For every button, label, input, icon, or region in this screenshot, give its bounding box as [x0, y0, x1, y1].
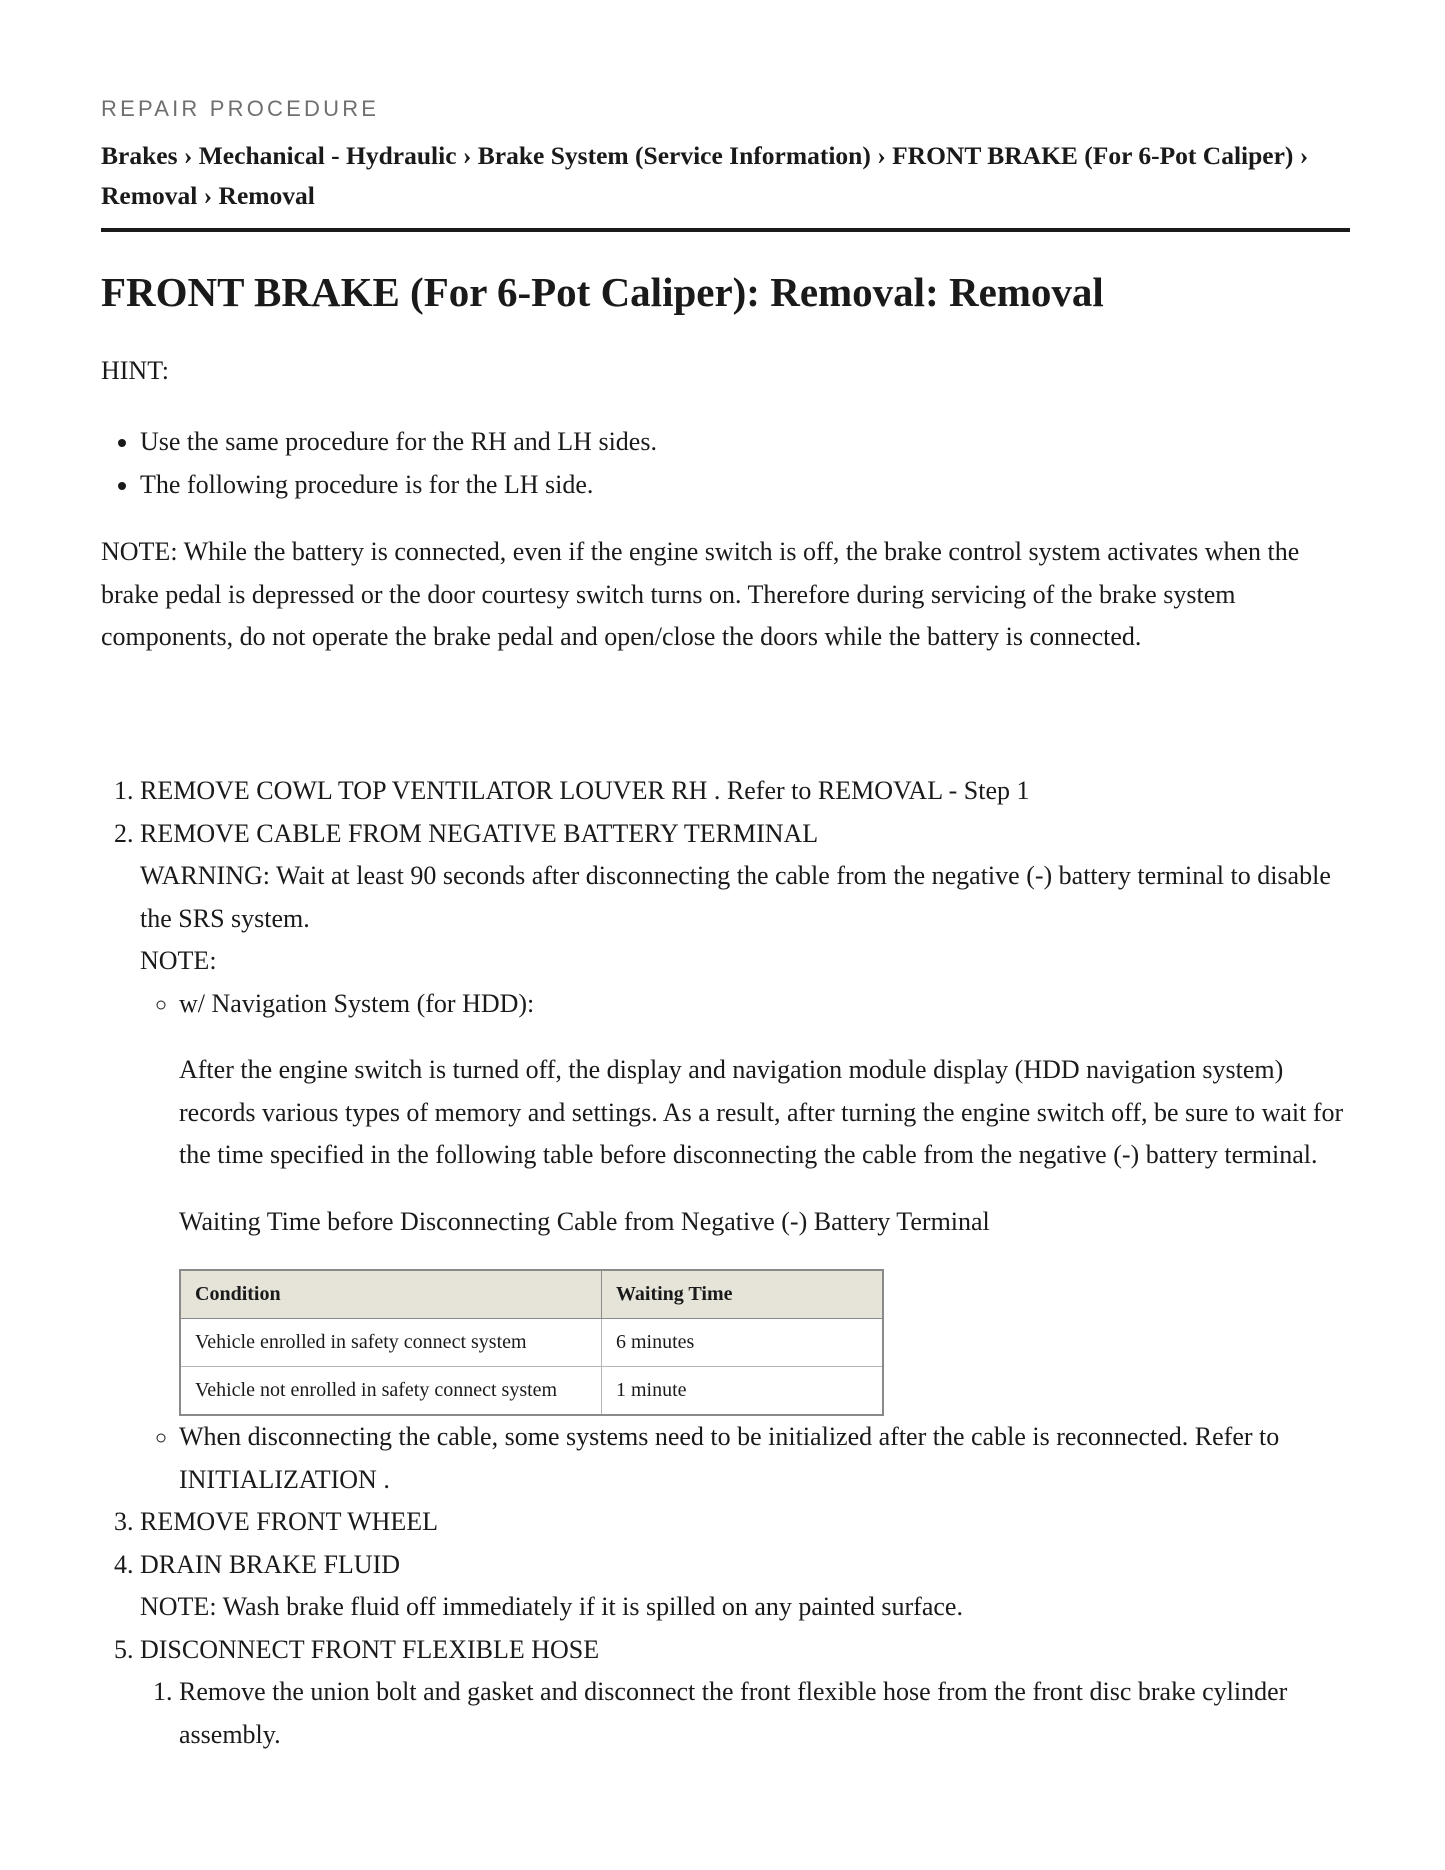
step-4	[140, 1544, 1350, 1629]
step-5	[140, 1629, 1350, 1757]
table-cell: 6 minutes	[602, 1319, 884, 1367]
page-title: FRONT BRAKE (For 6-Pot Caliper): Removal: Removal	[101, 269, 1104, 315]
step-2-notes	[140, 983, 1350, 1502]
hint-list	[101, 421, 657, 506]
initialization-text: When disconnecting the cable, some systems need to be initialized after the cable is reconnected. Refer to INITIALIZATION .	[179, 1422, 1280, 1494]
breadcrumb-line-2: Removal › Removal	[101, 181, 315, 210]
step-1-text: REMOVE COWL TOP VENTILATOR LOUVER RH . Refer to REMOVAL - Step 1	[140, 776, 1030, 805]
navigation-heading: ◦ w/ Navigation System (for HDD):	[179, 988, 535, 1018]
table-cell: Vehicle not enrolled in safety connect system	[180, 1367, 602, 1416]
step-2-note-label: NOTE:	[140, 946, 217, 975]
hint-item: • Use the same procedure for the RH and LH sides.	[140, 421, 657, 464]
step-2-title: 2. REMOVE CABLE FROM NEGATIVE BATTERY TERMINAL	[140, 818, 819, 848]
hint-item: • The following procedure is for the LH side.	[140, 464, 657, 507]
step-4-note: NOTE: Wash brake fluid off immediately if it is spilled on any painted surface.	[140, 1592, 963, 1621]
step-2-warning: WARNING: Wait at least 90 seconds after disconnecting the cable from the negative (-) battery terminal to disable the SRS system.	[140, 861, 1331, 933]
header-divider	[101, 228, 1350, 232]
breadcrumb	[101, 136, 1350, 216]
procedure-steps	[101, 770, 1350, 1756]
table-header-cell: Condition	[180, 1270, 602, 1319]
table-cell: 1 minute	[602, 1367, 884, 1416]
step-3	[140, 1501, 1350, 1544]
table-caption: Waiting Time before Disconnecting Cable from Negative (-) Battery Terminal	[179, 1206, 990, 1236]
table-header-cell: Waiting Time	[602, 1270, 884, 1319]
step-2	[140, 813, 1350, 1502]
note-item-navigation	[179, 983, 1350, 1417]
step-5-title: 5. DISCONNECT FRONT FLEXIBLE HOSE	[140, 1634, 600, 1664]
table-row	[180, 1319, 883, 1367]
note-item-initialization	[179, 1416, 1350, 1501]
breadcrumb-line-1: Brakes › Mechanical - Hydraulic › Brake System (Service Information) › FRONT BRAKE (For 6-Pot Caliper) ›	[101, 141, 1309, 170]
step-3-text: REMOVE FRONT WHEEL	[140, 1507, 439, 1536]
table-row	[180, 1367, 883, 1416]
section-kicker: REPAIR PROCEDURE	[101, 96, 380, 121]
step-1	[140, 770, 1350, 813]
navigation-paragraph: After the engine switch is turned off, the display and navigation module display (HDD navigation system) records various types of memory and settings. As a result, after turning the engine switch off, be sure to wait for the time specified in the following table before disconnecting the cable from the negative (-) battery terminal.	[179, 1055, 1344, 1169]
step-4-title: 4. DRAIN BRAKE FLUID	[140, 1549, 400, 1579]
table-header-row	[180, 1270, 883, 1319]
hint-label: HINT:	[101, 356, 170, 385]
intro-note: NOTE: While the battery is connected, even if the engine switch is off, the brake control system activates when the brake pedal is depressed or the door courtesy switch turns on. Therefore during servicing of the brake system components, do not operate the brake pedal and open/close the doors while the battery is connected.	[101, 537, 1300, 651]
step-5-substeps	[140, 1671, 1350, 1756]
substep-1: 1. Remove the union bolt and gasket and disconnect the front flexible hose from the front disc brake cylinder assembly.	[179, 1671, 1350, 1756]
waiting-time-table	[179, 1269, 884, 1416]
table-cell: Vehicle enrolled in safety connect system	[180, 1319, 602, 1367]
